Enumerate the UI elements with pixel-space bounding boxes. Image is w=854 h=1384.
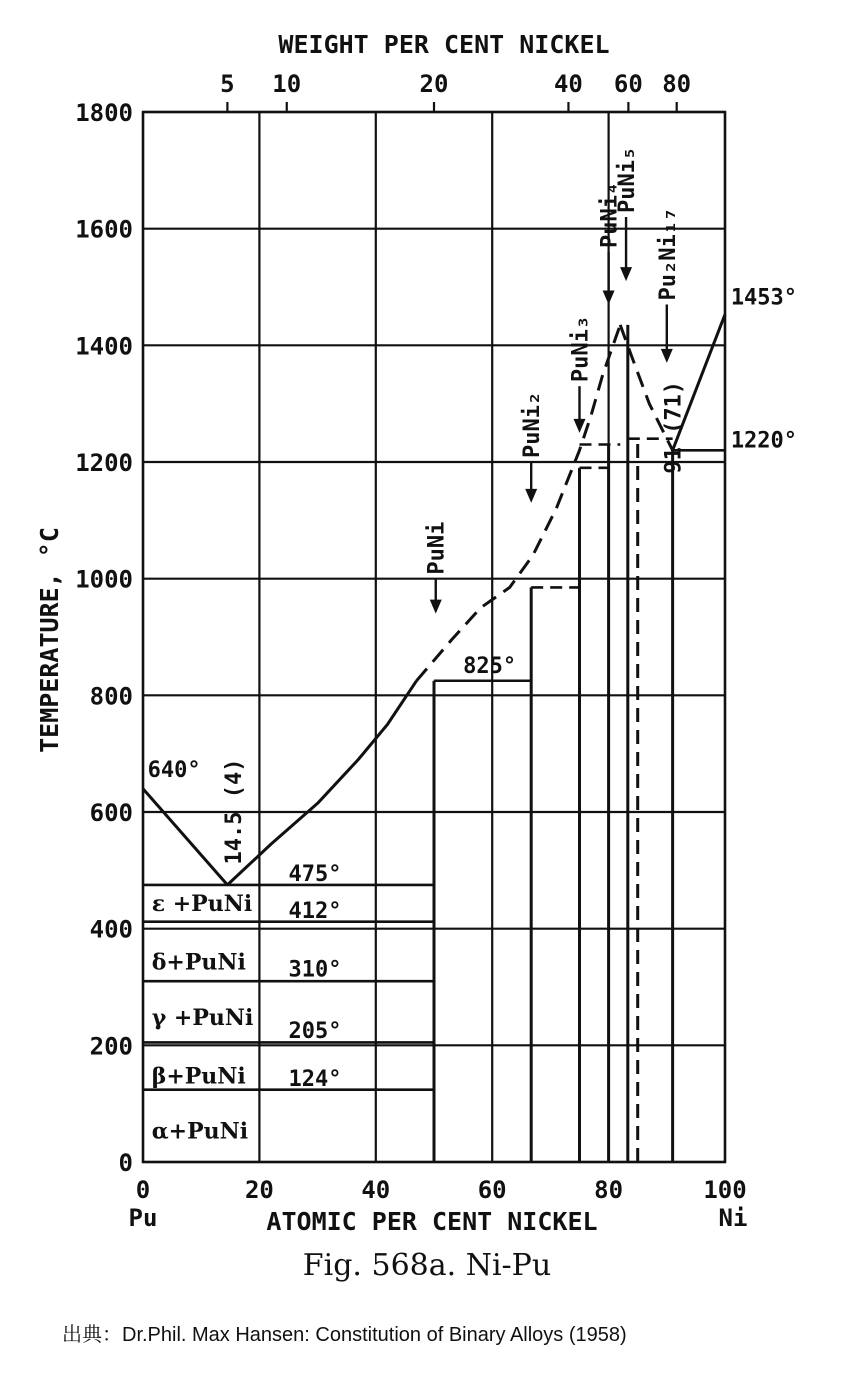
y-tick-label: 800 [89, 682, 133, 711]
top-axis-title: WEIGHT PER CENT NICKEL [278, 30, 610, 59]
figure-caption: Fig. 568a. Ni-Pu [302, 1248, 552, 1283]
annotations [148, 286, 797, 1145]
compound-arrow-label: PuNi [424, 521, 450, 575]
phase-field-label: δ+PuNi [151, 949, 246, 976]
compound-arrow-label: PuNi₅ [615, 146, 641, 213]
source-note: 出典：Dr.Phil. Max Hansen: Constitution of Binary Alloys (1958) [62, 1324, 627, 1346]
arrow-head [661, 349, 673, 363]
temperature-annotation: 640° [147, 758, 201, 783]
arrow-head [525, 489, 537, 503]
y-tick-label: 200 [89, 1032, 133, 1061]
temperature-annotation: 124° [288, 1067, 342, 1093]
phase-field-label: β+PuNi [151, 1063, 246, 1090]
x-tick-label: 100 [703, 1176, 747, 1204]
arrow-head [430, 600, 442, 614]
compound-arrows [425, 147, 681, 614]
temperature-annotation: 1220° [730, 428, 798, 454]
grid-lines [75, 70, 747, 1232]
top-tick-label: 5 [220, 70, 235, 98]
phase-field-label: γ +PuNi [151, 1004, 254, 1031]
top-tick-label: 60 [613, 70, 643, 98]
temperature-annotation: 14.5 (4) [222, 758, 248, 865]
arrow-head [574, 419, 586, 433]
y-tick-label: 1800 [75, 99, 133, 127]
x-tick-label: 40 [361, 1176, 391, 1204]
compound-arrow-label: PuNi₄ [597, 181, 623, 248]
top-tick-label: 20 [419, 70, 449, 98]
temperature-annotation: 1453° [730, 285, 798, 311]
temperature-annotation: 91 (71) [661, 380, 687, 474]
phase-field-label: α+PuNi [151, 1118, 249, 1145]
liquidus-curve-solid [227, 681, 416, 885]
top-tick-label: 80 [662, 70, 692, 98]
y-tick-label: 1200 [75, 449, 133, 477]
top-tick-label: 40 [553, 70, 583, 98]
y-tick-label: 400 [89, 915, 133, 944]
compound-arrow-label: Pu₂Ni₁₇ [655, 207, 681, 301]
y-tick-label: 1400 [75, 332, 133, 361]
temperature-annotation: 205° [288, 1018, 342, 1044]
x-end-label-pu: Pu [128, 1204, 158, 1232]
compound-arrow-label: PuNi₂ [520, 391, 546, 458]
x-tick-label: 60 [477, 1176, 507, 1204]
x-tick-label: 80 [594, 1176, 624, 1204]
y-tick-label: 1000 [75, 565, 133, 594]
phase-field-label: ε +PuNi [151, 891, 253, 918]
temperature-annotation: 825° [463, 654, 517, 680]
arrow-head [603, 291, 615, 305]
top-tick-label: 10 [272, 70, 302, 98]
compound-arrow-label: PuNi₃ [568, 315, 594, 383]
x-end-label-ni: Ni [718, 1204, 748, 1232]
compound-lines [434, 325, 673, 1162]
temperature-annotation: 475° [288, 861, 342, 887]
y-axis-title: TEMPERATURE, °C [35, 527, 64, 753]
x-axis-title: ATOMIC PER CENT NICKEL [266, 1207, 598, 1236]
y-tick-label: 0 [118, 1149, 133, 1177]
liquidus-line-pu-side [143, 789, 227, 885]
temperature-annotation: 412° [288, 899, 342, 925]
y-tick-label: 600 [89, 799, 133, 827]
y-tick-label: 1600 [75, 215, 133, 244]
temperature-annotation: 310° [288, 957, 342, 983]
x-tick-label: 0 [135, 1176, 151, 1204]
arrow-head [620, 267, 632, 281]
x-tick-label: 20 [244, 1176, 274, 1204]
